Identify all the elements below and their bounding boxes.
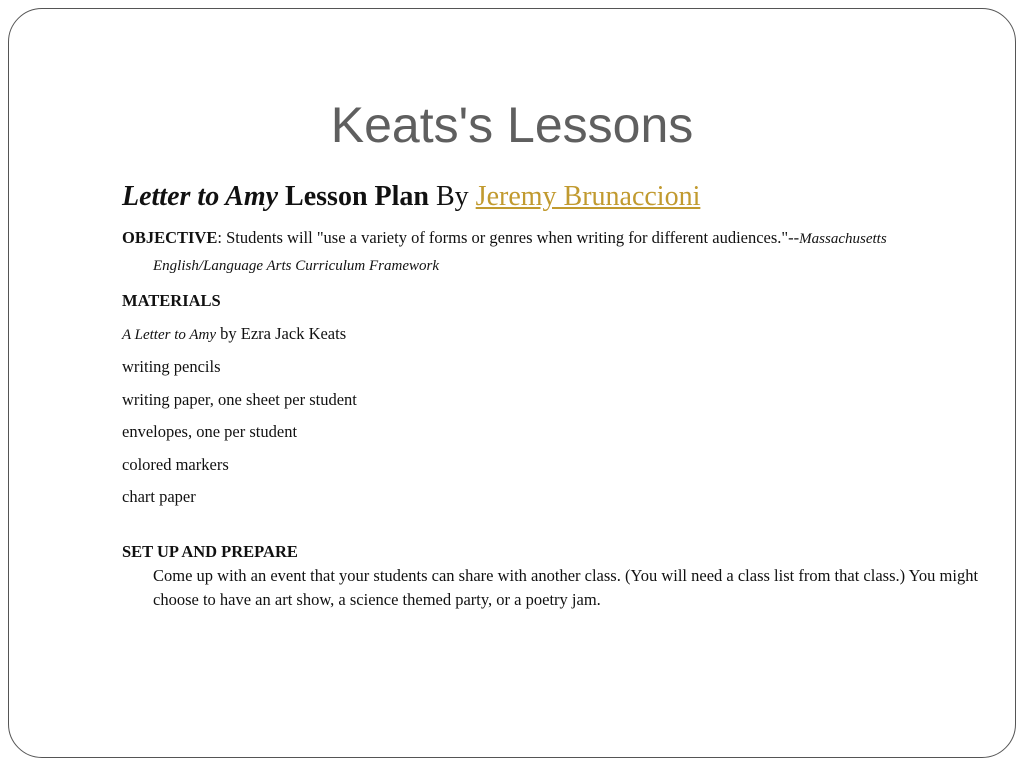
author-link[interactable]: Jeremy Brunaccioni <box>475 181 701 212</box>
materials-item: colored markers <box>122 454 229 474</box>
materials-item: chart paper <box>122 487 196 506</box>
materials-item: writing paper, one sheet per student <box>122 389 357 409</box>
objective-label: OBJECTIVE <box>122 228 218 247</box>
objective-text: : Students will "use a variety of forms or genres when writing for different audiences."-- <box>217 228 800 247</box>
materials-item: writing pencils <box>122 357 221 376</box>
slide-title: Keats's Lessons <box>330 97 694 153</box>
slide-content <box>122 177 982 612</box>
materials-book-title: A Letter to Amy <box>122 326 217 343</box>
materials-book <box>122 322 982 347</box>
objective-source: Massachusetts English/Language Arts Curriculum Framework <box>153 231 887 274</box>
materials-item: envelopes, one per student <box>122 422 298 441</box>
setup-label: SET UP AND PREPARE <box>122 542 298 561</box>
book-title: Letter to Amy <box>122 181 279 212</box>
objective-paragraph <box>122 225 982 279</box>
lesson-heading <box>122 177 982 217</box>
setup-text: Come up with an event that your students can share with another class. (You will need a class list from that class.) You might choose to have an art show, a science themed party, or a poetry jam. <box>153 566 979 609</box>
plan-label: Lesson Plan <box>285 181 429 212</box>
by-label: By <box>435 181 469 212</box>
materials-book-author: by Ezra Jack Keats <box>216 323 347 343</box>
materials-label: MATERIALS <box>122 291 221 310</box>
slide <box>8 8 1016 758</box>
